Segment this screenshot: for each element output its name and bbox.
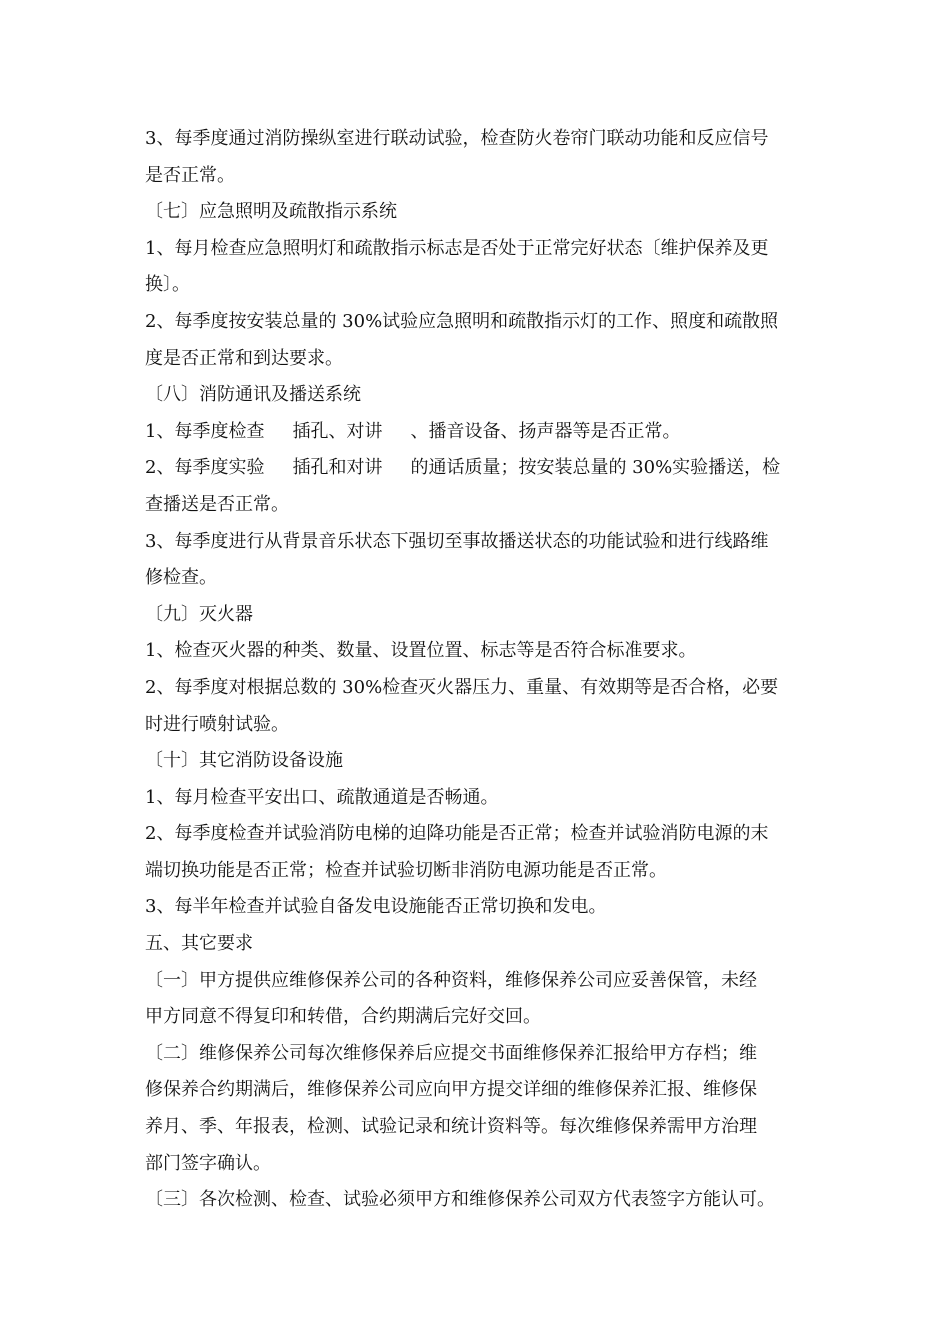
text-line: 2、每季度检查并试验消防电梯的迫降功能是否正常；检查并试验消防电源的末 bbox=[145, 823, 769, 845]
text-line: 修检查。 bbox=[145, 567, 217, 589]
section-heading: 〔九〕灭火器 bbox=[145, 603, 253, 625]
text-line bbox=[145, 450, 815, 487]
text-line: 3、每季度进行从背景音乐状态下强切至事故播送状态的功能试验和进行线路维 bbox=[145, 530, 769, 552]
text-line bbox=[145, 414, 815, 451]
text-line: 度是否正常和到达要求。 bbox=[145, 347, 343, 369]
text-line: 换〕。 bbox=[145, 274, 190, 296]
text-segment: 插孔、对讲 bbox=[292, 420, 383, 442]
text-segment: 的通话质量；按安装总量的 30%实验播送，检 bbox=[410, 457, 781, 479]
text-segment: 1、每季度检查 bbox=[145, 420, 265, 442]
text-line: 部门签字确认。 bbox=[145, 1152, 271, 1174]
text-line: 端切换功能是否正常；检查并试验切断非消防电源功能是否正常。 bbox=[145, 859, 667, 881]
text-segment: 2、每季度实验 bbox=[145, 457, 265, 479]
text-line: 甲方同意不得复印和转借，合约期满后完好交回。 bbox=[145, 1006, 541, 1028]
text-segment: 、播音设备、扬声器等是否正常。 bbox=[410, 420, 681, 442]
section-heading: 〔八〕消防通讯及播送系统 bbox=[145, 384, 361, 406]
text-line: 是否正常。 bbox=[145, 164, 235, 186]
text-line: 1、检查灭火器的种类、数量、设置位置、标志等是否符合标准要求。 bbox=[145, 640, 697, 662]
document-body bbox=[145, 121, 815, 1219]
text-line: 〔二〕维修保养公司每次维修保养后应提交书面维修保养汇报给甲方存档；维 bbox=[145, 1042, 757, 1064]
text-line: 2、每季度对根据总数的 30%检查灭火器压力、重量、有效期等是否合格，必要 bbox=[145, 676, 779, 698]
text-line: 查播送是否正常。 bbox=[145, 493, 289, 515]
text-line: 〔三〕各次检测、检查、试验必须甲方和维修保养公司双方代表签字方能认可。 bbox=[145, 1189, 775, 1211]
section-heading: 〔七〕应急照明及疏散指示系统 bbox=[145, 201, 397, 223]
text-line: 3、每半年检查并试验自备发电设施能否正常切换和发电。 bbox=[145, 896, 607, 918]
text-line: 3、每季度通过消防操纵室进行联动试验，检查防火卷帘门联动功能和反应信号 bbox=[145, 128, 769, 149]
text-line: 2、每季度按安装总量的 30%试验应急照明和疏散指示灯的工作、照度和疏散照 bbox=[145, 310, 779, 332]
text-line: 养月、季、年报表，检测、试验记录和统计资料等。每次维修保养需甲方治理 bbox=[145, 1116, 757, 1138]
section-heading: 五、其它要求 bbox=[145, 933, 253, 955]
text-line: 修保养合约期满后，维修保养公司应向甲方提交详细的维修保养汇报、维修保 bbox=[145, 1079, 757, 1101]
text-line: 1、每月检查平安出口、疏散通道是否畅通。 bbox=[145, 786, 499, 808]
text-segment: 插孔和对讲 bbox=[292, 457, 383, 479]
text-line: 1、每月检查应急照明灯和疏散指示标志是否处于正常完好状态〔维护保养及更 bbox=[145, 237, 769, 259]
text-line: 时进行喷射试验。 bbox=[145, 713, 289, 735]
section-heading: 〔十〕其它消防设备设施 bbox=[145, 750, 343, 772]
text-line: 〔一〕甲方提供应维修保养公司的各种资料，维修保养公司应妥善保管，未经 bbox=[145, 969, 757, 991]
